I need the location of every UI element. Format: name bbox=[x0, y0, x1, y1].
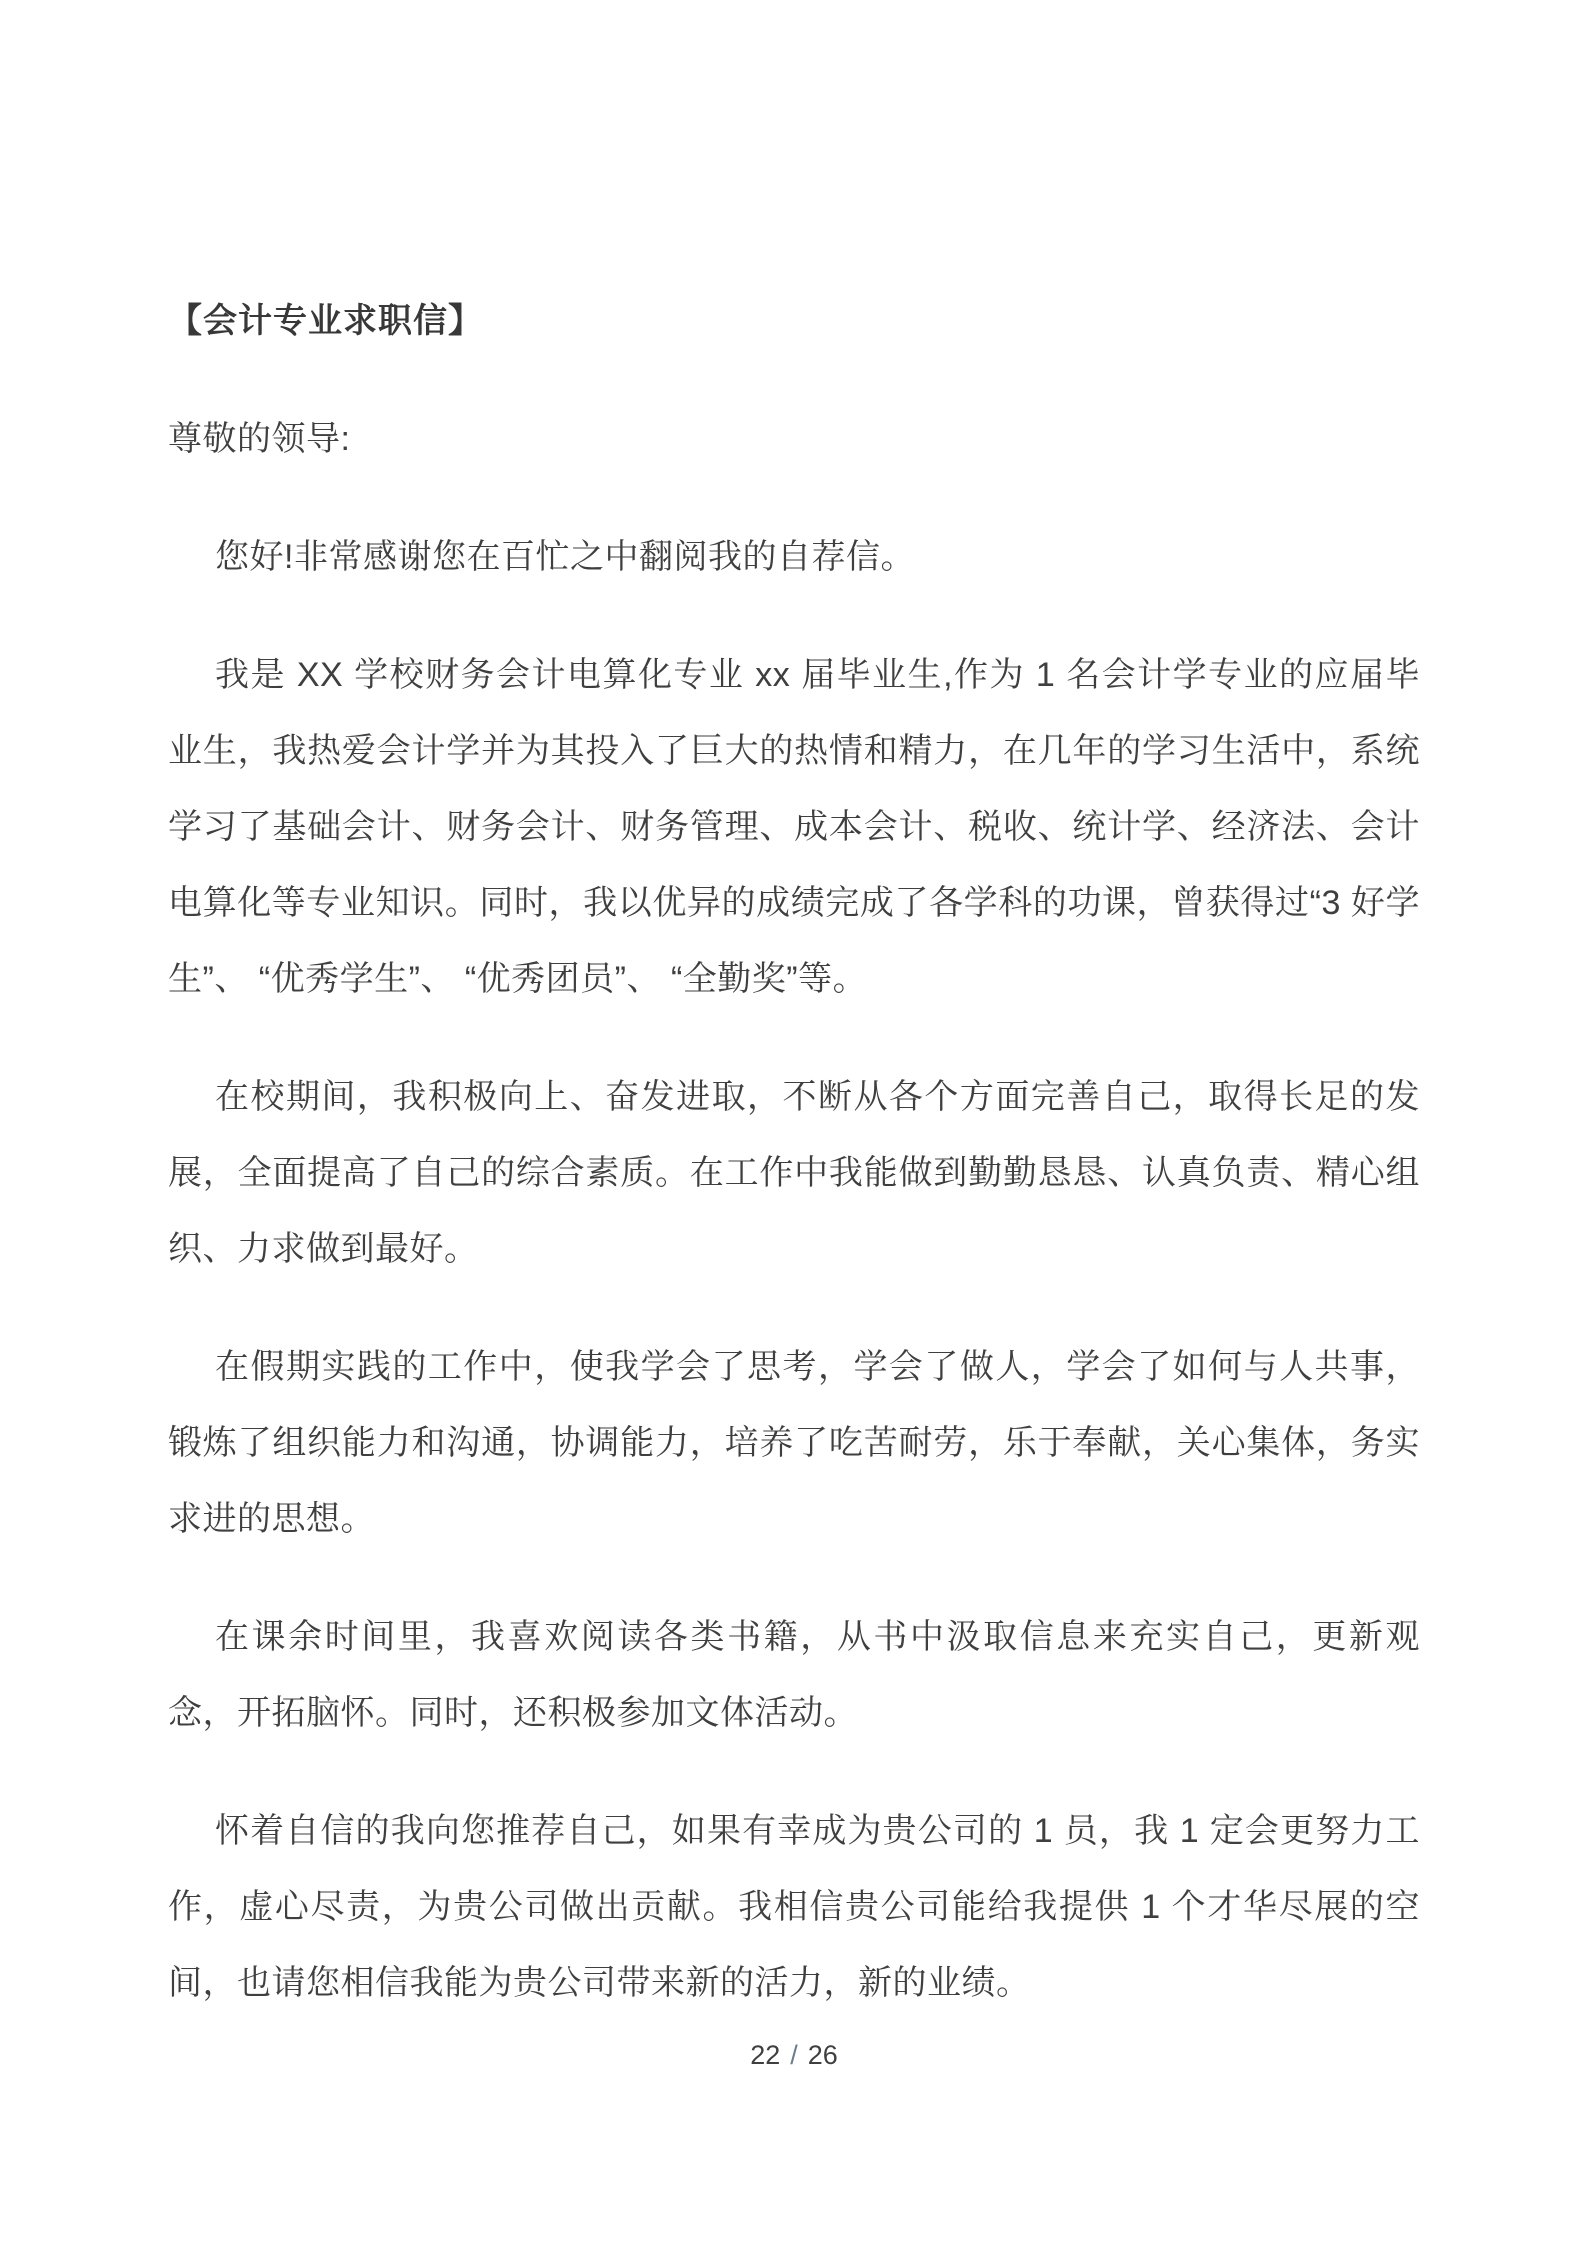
paragraph-greeting: 您好!非常感谢您在百忙之中翻阅我的自荐信。 bbox=[215, 538, 915, 576]
page-number-current: 22 bbox=[750, 2040, 781, 2070]
paragraph-school-performance: 在校期间，我积极向上、奋发进取，不断从各个方面完善自己，取得长足的发展，全面提高了自己的综合素质。在工作中我能做到勤勤恳恳、认真负责、精心组织、力求做到最好。 bbox=[168, 1078, 1420, 1268]
page-number-separator: / bbox=[790, 2040, 798, 2070]
page-number-total: 26 bbox=[807, 2040, 838, 2070]
page-footer bbox=[168, 2035, 1420, 2075]
paragraph-self-introduction: 我是 XX 学校财务会计电算化专业 xx 届毕业生,作为 1 名会计学专业的应届毕业生，我热爱会计学并为其投入了巨大的热情和精力，在几年的学习生活中，系统学习了基础会计、财务会计、财务管理、成本会计、税收、统计学、经济法、会计电算化等专业知识。同时，我以优异的成绩完成了各学科的功课，曾获得过“3 好学生”、 “优秀学生”、 “优秀团员”、 “全勤奖”等。 bbox=[168, 656, 1420, 998]
paragraph-internship-experience: 在假期实践的工作中，使我学会了思考，学会了做人，学会了如何与人共事，锻炼了组织能力和沟通，协调能力，培养了吃苦耐劳，乐于奉献，关心集体，务实求进的思想。 bbox=[168, 1348, 1420, 1538]
paragraph-hobbies: 在课余时间里，我喜欢阅读各类书籍，从书中汲取信息来充实自己，更新观念，开拓脑怀。同时，还积极参加文体活动。 bbox=[168, 1618, 1420, 1732]
salutation-line: 尊敬的领导: bbox=[168, 420, 351, 458]
document-title: 【会计专业求职信】 bbox=[168, 302, 483, 340]
paragraph-closing: 怀着自信的我向您推荐自己，如果有幸成为贵公司的 1 员，我 1 定会更努力工作，虚心尽责，为贵公司做出贡献。我相信贵公司能给我提供 1 个才华尽展的空间，也请您相信我能为贵公司带来新的活力，新的业绩。 bbox=[168, 1812, 1420, 2002]
